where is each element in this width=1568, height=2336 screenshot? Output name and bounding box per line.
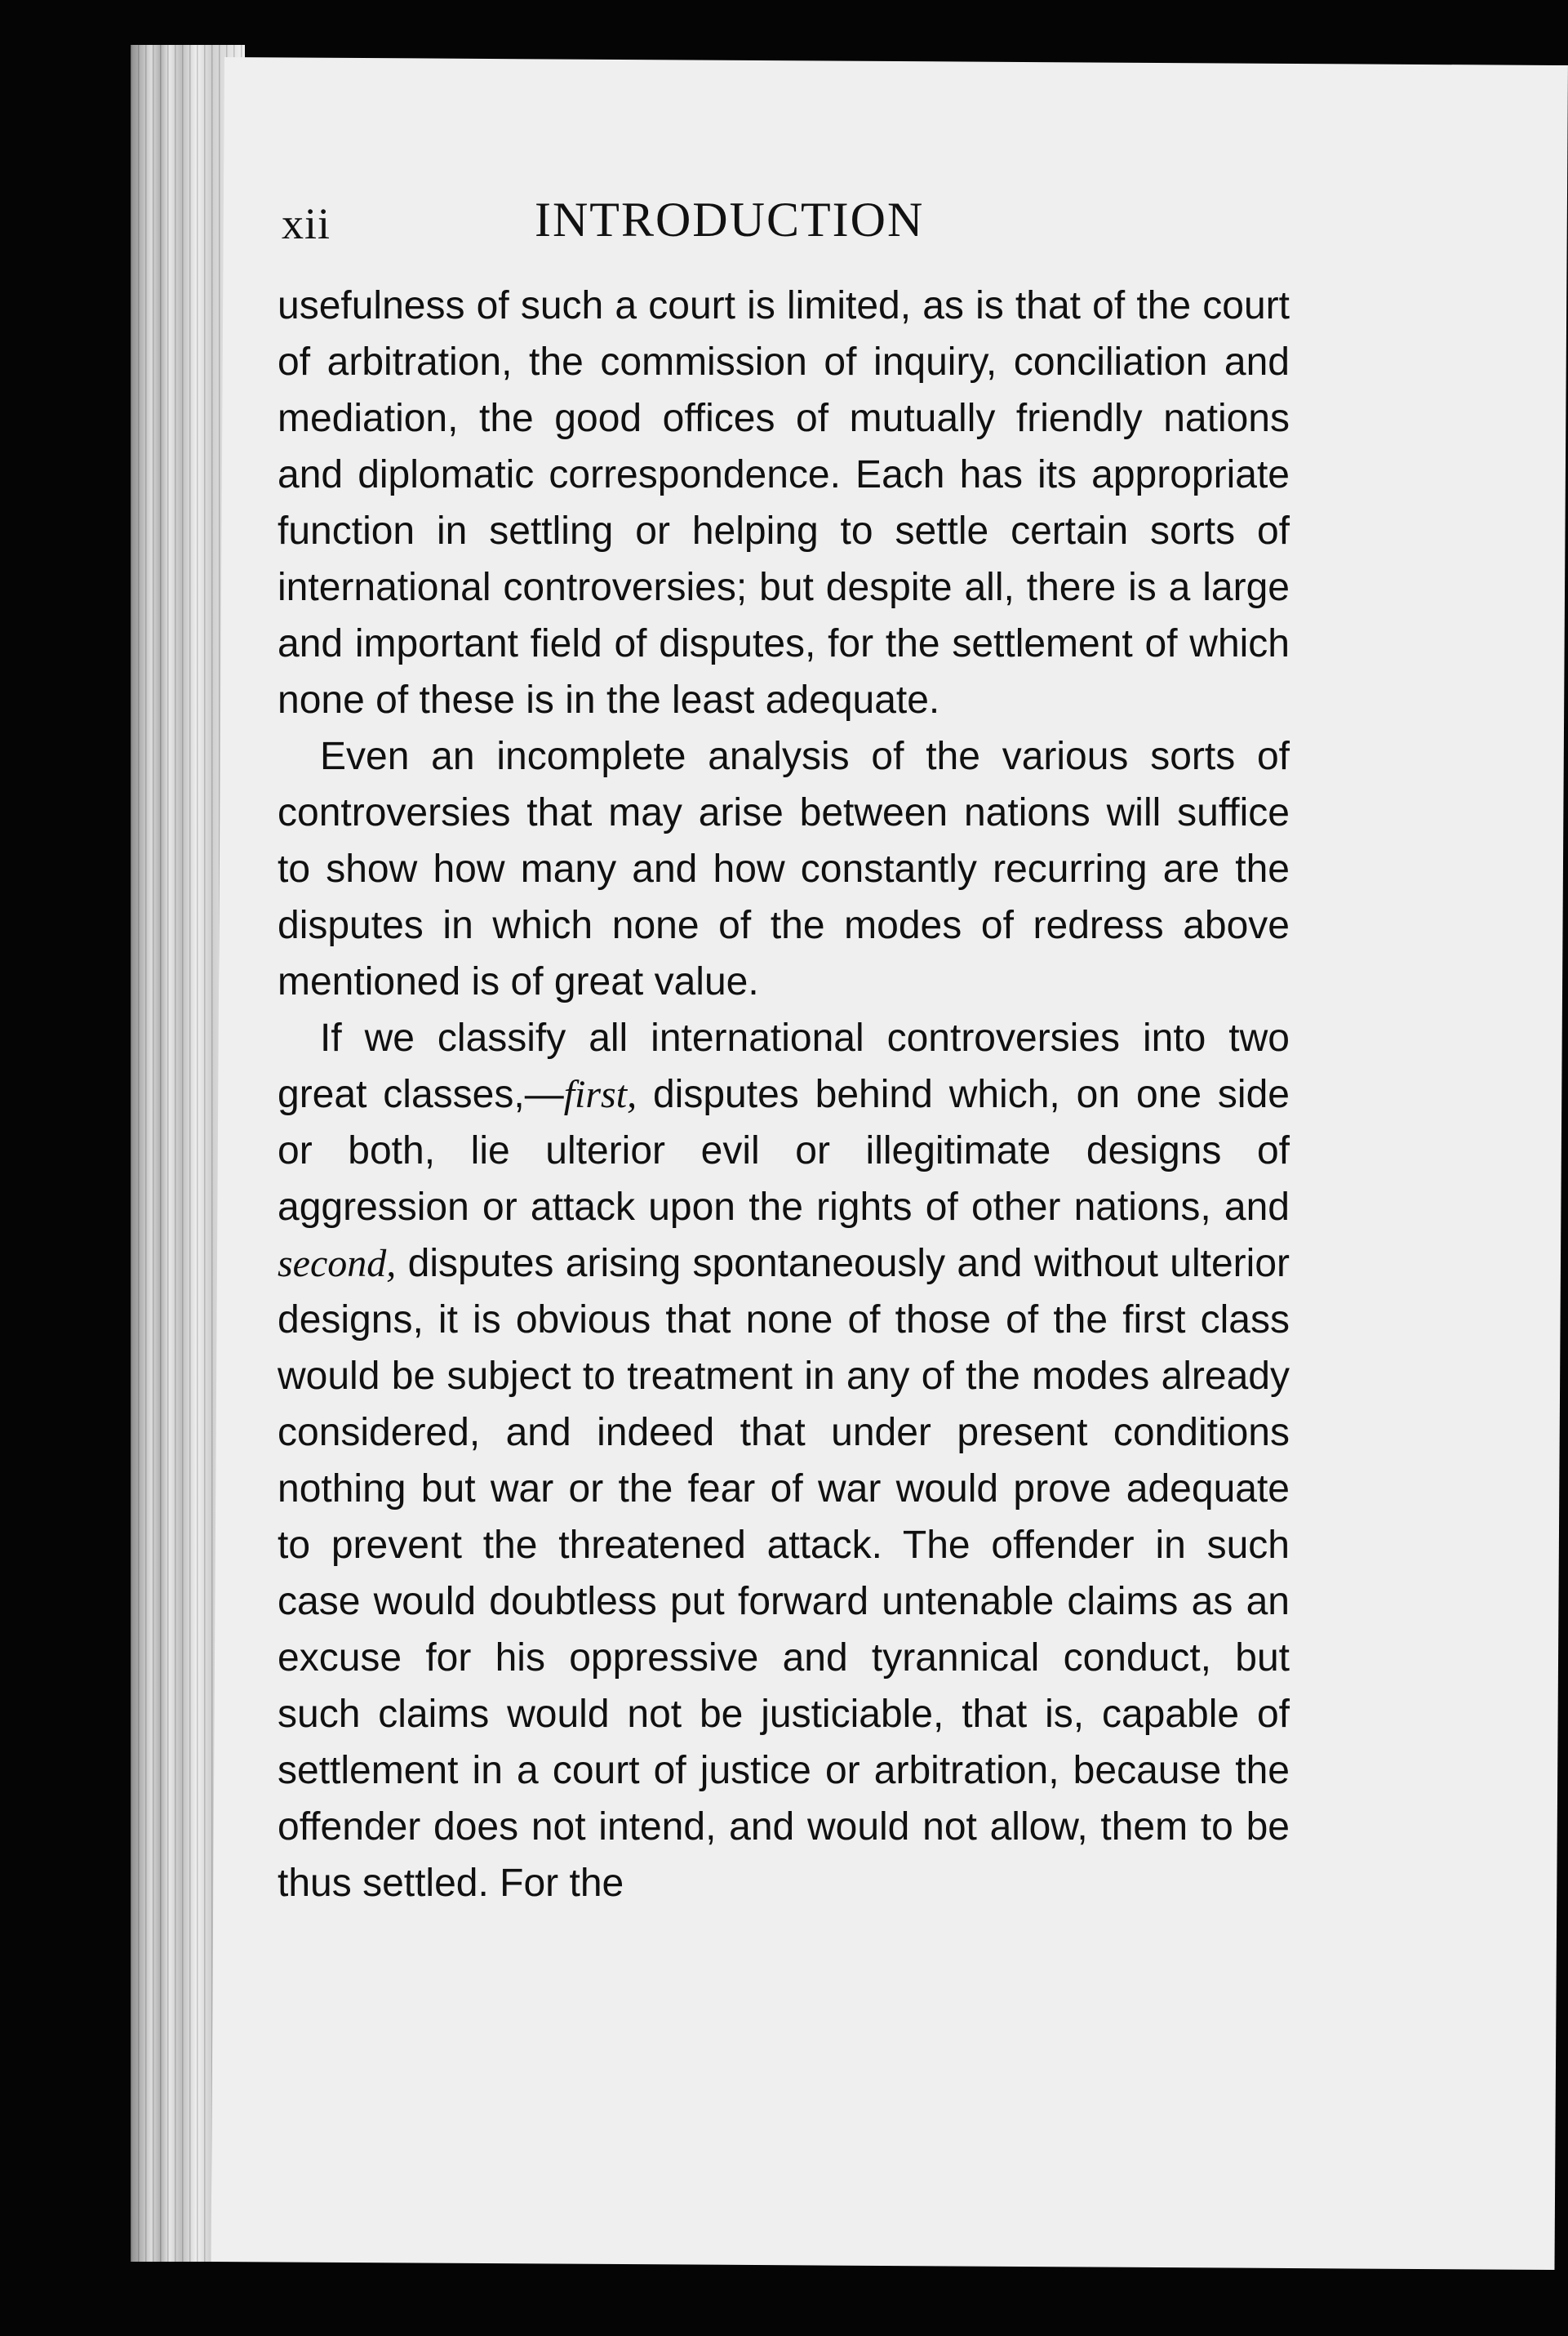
paragraph-classification-part-3: disputes arising spontaneously and without ulterior designs, it is obvious that none of those of the first class would be subject to treatment in any of the modes already considered, and indeed that under present conditions nothing but war or the fear of war would prove adequate to prevent the threatened attack. The offender in such case would doubtless put forward untenable claims as an excuse for his oppressive and tyrannical conduct, but such claims would not be justiciable, that is, capable of settlement in a court of justice or arbitration, because the offender does not intend, and would not allow, them to be thus settled. For the xyxy=(278,1242,1290,1905)
paragraph-classification xyxy=(278,1010,1290,1911)
chapter-title: INTRODUCTION xyxy=(535,193,925,247)
paragraph-classification-part-2: disputes behind which, on one side or both, lie ulterior evil or illegitimate designs of aggression or attack upon the rights of other nations, and xyxy=(278,1073,1290,1229)
page-number: xii xyxy=(282,199,331,248)
italic-first: first, xyxy=(563,1073,637,1116)
body-text xyxy=(278,278,1290,1911)
paragraph-continued: usefulness of such a court is limited, as is that of the court of arbitration, the commission of inquiry, conciliation and mediation, the good offices of mutually friendly nations and diplomatic correspondence. Each has its appropriate function in settling or helping to settle certain sorts of international controversies; but despite all, there is a large and important field of disputes, for the settlement of which none of these is in the least adequate. xyxy=(278,284,1290,722)
italic-second: second, xyxy=(278,1242,397,1285)
running-head xyxy=(282,192,1310,265)
paragraph-analysis: Even an incomplete analysis of the various sorts of controversies that may arise between nations will suffice to show how many and how constantly recurring are the disputes in which none of the modes of redress above mentioned is of great value. xyxy=(278,735,1290,1003)
paragraph-classification-part-1: If we classify all international controversies into two great classes,— xyxy=(278,1017,1290,1116)
